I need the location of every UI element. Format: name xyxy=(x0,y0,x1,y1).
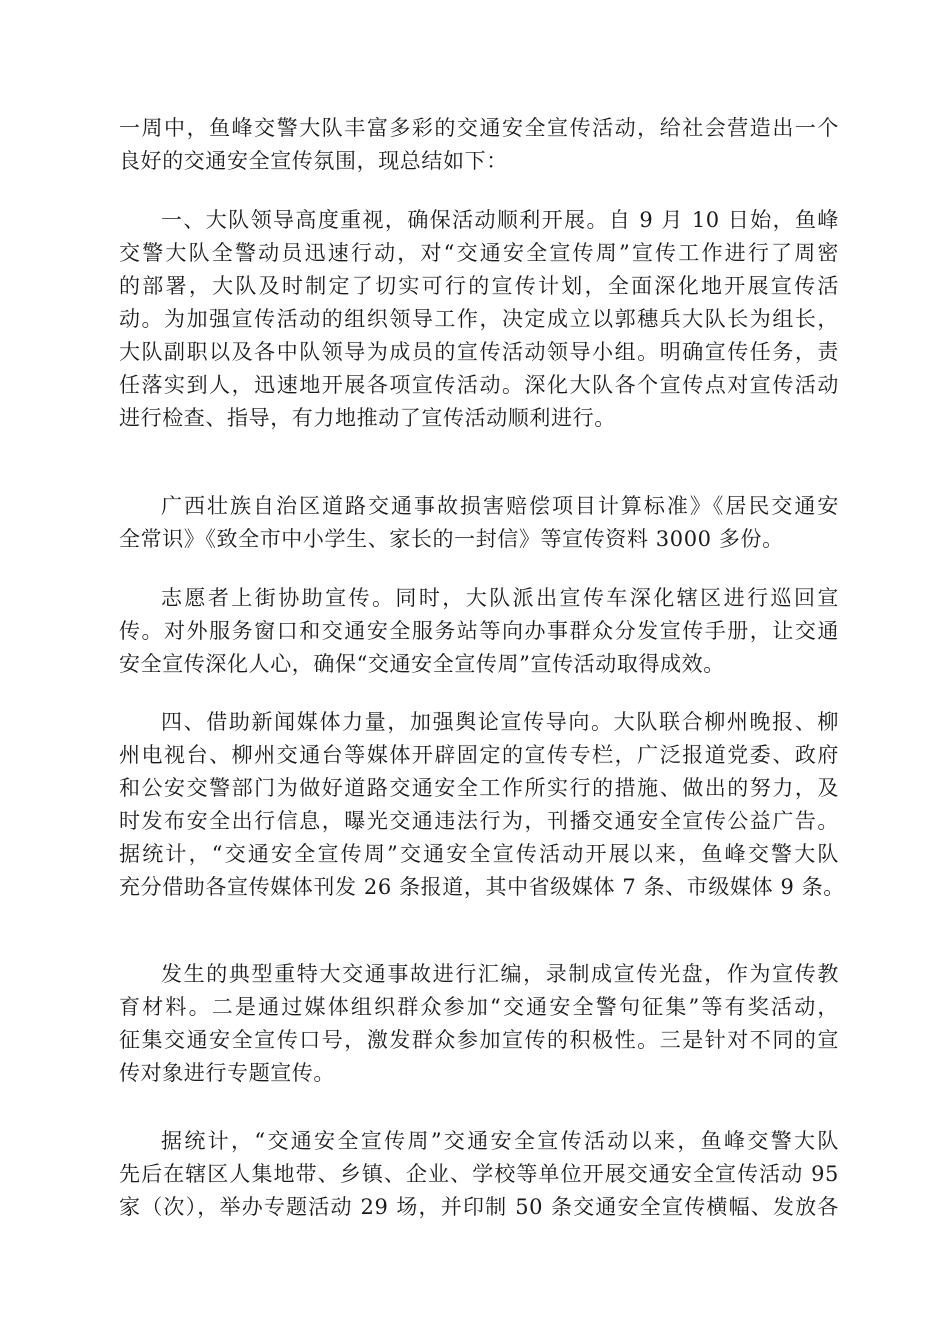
paragraph-media xyxy=(119,706,845,904)
text-line: 征集交通安全宣传口号，激发群众参加宣传的积极性。三是针对不同的宣 xyxy=(119,1028,839,1052)
paragraph-accident-materials xyxy=(119,958,839,1090)
text-line: 进行检查、指导，有力地推动了宣传活动顺利进行。 xyxy=(119,406,616,430)
text-line: 发生的典型重特大交通事故进行汇编，录制成宣传光盘，作为宣传教 xyxy=(161,962,839,986)
text-line: 充分借助各宣传媒体刊发 26 条报道，其中省级媒体 7 条、市级媒体 9 条。 xyxy=(119,875,845,899)
text-line: 任落实到人，迅速地开展各项宣传活动。深化大队各个宣传点对宣传活动 xyxy=(119,373,839,397)
text-line: 广西壮族自治区道路交通事故损害赔偿项目计算标准》《居民交通安 xyxy=(161,494,839,518)
text-line: 交警大队全警动员迅速行动，对“交通安全宣传周”宣传工作进行了周密 xyxy=(119,241,839,265)
text-line: 良好的交通安全宣传氛围，现总结如下： xyxy=(119,149,508,173)
text-line: 传。对外服务窗口和交通安全服务站等向办事群众分发宣传手册，让交通 xyxy=(119,619,839,643)
text-line: 先后在辖区人集地带、乡镇、企业、学校等单位开展交通安全宣传活动 95 xyxy=(119,1162,839,1186)
text-line: 志愿者上街协助宣传。同时，大队派出宣传车深化辖区进行巡回宣 xyxy=(161,586,839,610)
text-line: 传对象进行专题宣传。 xyxy=(119,1061,335,1085)
text-line: 据统计，“交通安全宣传周”交通安全宣传活动开展以来，鱼峰交警大队 xyxy=(119,842,839,866)
text-line: 据统计，“交通安全宣传周”交通安全宣传活动以来，鱼峰交警大队 xyxy=(161,1129,839,1153)
text-line: 大队副职以及各中队领导为成员的宣传活动领导小组。明确宣传任务，责 xyxy=(119,340,839,364)
paragraph-volunteers xyxy=(119,582,839,681)
text-line: 一周中，鱼峰交警大队丰富多彩的交通安全宣传活动，给社会营造出一个 xyxy=(119,116,839,140)
text-line: 一、大队领导高度重视，确保活动顺利开展。自 9 月 10 日始，鱼峰 xyxy=(161,208,839,232)
text-line: 动。为加强宣传活动的组织领导工作，决定成立以郭穗兵大队长为组长， xyxy=(119,307,839,331)
text-line: 的部署，大队及时制定了切实可行的宣传计划，全面深化地开展宣传活 xyxy=(119,274,839,298)
paragraph-summary-intro xyxy=(119,112,839,178)
text-line: 育材料。二是通过媒体组织群众参加“交通安全警句征集”等有奖活动， xyxy=(119,995,839,1019)
paragraph-statistics xyxy=(119,1125,839,1224)
paragraph-materials xyxy=(119,490,839,556)
text-line: 家（次），举办专题活动 29 场，并印制 50 条交通安全宣传横幅、发放各 xyxy=(119,1195,839,1219)
text-line: 州电视台、柳州交通台等媒体开辟固定的宣传专栏，广泛报道党委、政府 xyxy=(119,743,839,767)
text-line: 和公安交警部门为做好道路交通安全工作所实行的措施、做出的努力，及 xyxy=(119,776,839,800)
text-line: 安全宣传深化人心，确保“交通安全宣传周”宣传活动取得成效。 xyxy=(119,652,725,676)
text-line: 时发布安全出行信息，曝光交通违法行为，刊播交通安全宣传公益广告。 xyxy=(119,809,839,833)
text-line: 四、借助新闻媒体力量，加强舆论宣传导向。大队联合柳州晚报、柳 xyxy=(161,710,839,734)
paragraph-leadership xyxy=(119,204,839,435)
text-line: 全常识》《致全市中小学生、家长的一封信》等宣传资料 3000 多份。 xyxy=(119,527,784,551)
